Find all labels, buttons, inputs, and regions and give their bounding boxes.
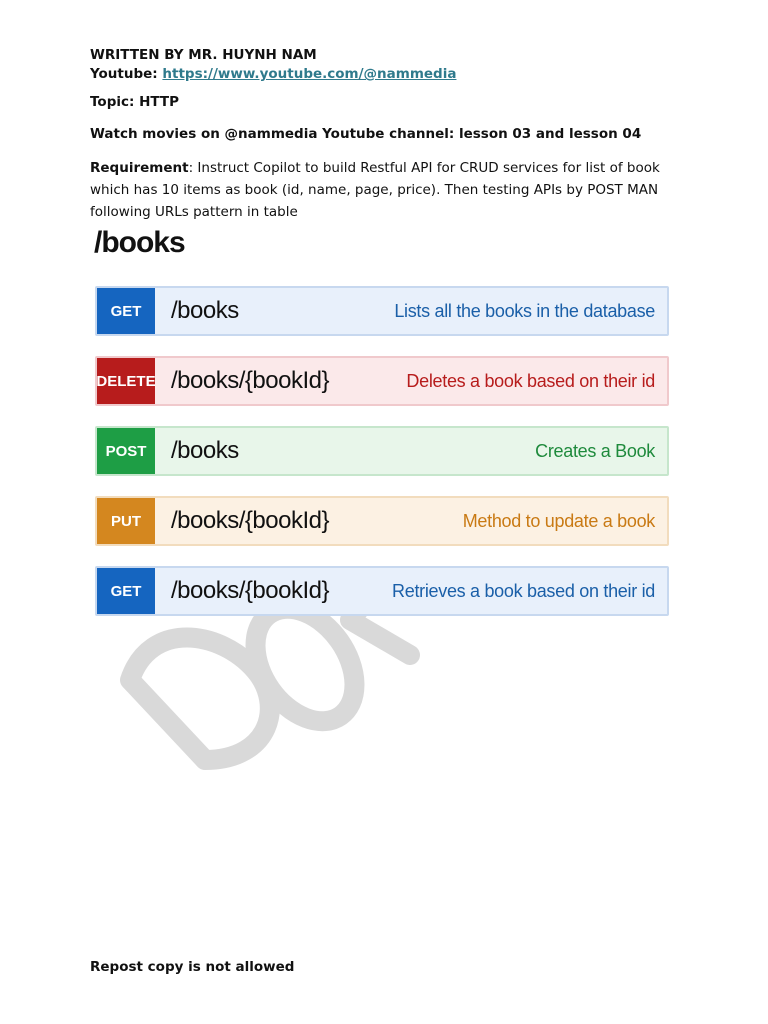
route-row bbox=[95, 496, 669, 546]
route-row bbox=[95, 426, 669, 476]
method-badge: GET bbox=[97, 568, 155, 614]
youtube-line bbox=[90, 65, 690, 84]
youtube-link[interactable]: https://www.youtube.com/@nammedia bbox=[162, 66, 457, 82]
route-row bbox=[95, 566, 669, 616]
watch-note: Watch movies on @nammedia Youtube channel: lesson 03 and lesson 04 bbox=[90, 126, 642, 142]
repost-notice: Repost copy is not allowed bbox=[90, 959, 295, 975]
route-description: Creates a Book bbox=[535, 440, 655, 461]
method-badge: POST bbox=[97, 428, 155, 474]
route-row bbox=[95, 286, 669, 336]
figure-title: /books bbox=[94, 226, 185, 259]
route-path: /books/{bookId} bbox=[171, 507, 329, 534]
route-description: Lists all the books in the database bbox=[394, 300, 655, 321]
route-path: /books/{bookId} bbox=[171, 367, 329, 394]
method-badge: PUT bbox=[97, 498, 155, 544]
requirement-text: : Instruct Copilot to build Restful API for CRUD services for list of book which has 10 items as book (id, name, page, price). Then testing APIs by POST MAN following URLs pattern in table bbox=[90, 160, 660, 220]
route-description: Retrieves a book based on their id bbox=[392, 580, 655, 601]
route-description: Deletes a book based on their id bbox=[406, 370, 655, 391]
youtube-label: Youtube: bbox=[90, 66, 163, 82]
requirement-label: Requirement bbox=[90, 160, 189, 176]
route-path: /books bbox=[171, 437, 239, 464]
requirement-paragraph bbox=[90, 157, 690, 223]
route-description: Method to update a book bbox=[462, 510, 655, 531]
author-name: WRITTEN BY MR. HUYNH NAM bbox=[90, 47, 317, 63]
route-path: /books/{bookId} bbox=[171, 577, 329, 604]
author-block bbox=[90, 46, 690, 84]
route-row bbox=[95, 356, 669, 406]
method-badge: DELETE bbox=[97, 358, 155, 404]
topic-heading: Topic: HTTP bbox=[90, 94, 180, 110]
route-path: /books bbox=[171, 297, 239, 324]
method-badge: GET bbox=[97, 288, 155, 334]
api-routes-figure bbox=[90, 226, 680, 626]
